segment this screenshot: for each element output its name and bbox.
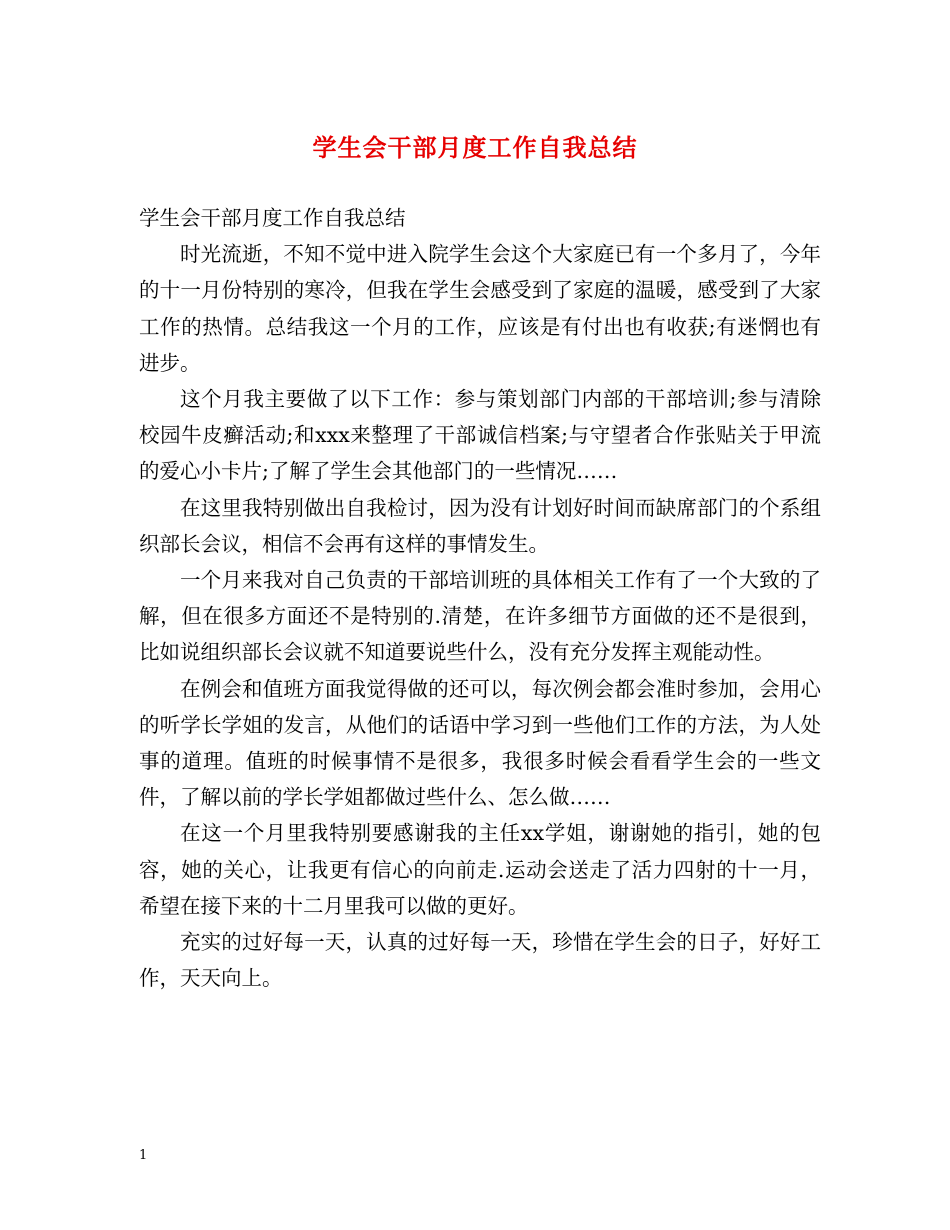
- document-body: [139, 200, 821, 996]
- document-subtitle: 学生会干部月度工作自我总结: [139, 206, 406, 230]
- page-number: 1: [139, 1148, 148, 1163]
- paragraph-5: 在例会和值班方面我觉得做的还可以，每次例会都会准时参加，会用心的听学长学姐的发言，从他们的话语中学习到一些他们工作的方法，为人处事的道理。值班的时候事情不是很多，我很多时候会看看学生会的一些文件，了解以前的学长学姐都做过些什么、怎么做……: [139, 676, 821, 810]
- paragraph-1: 时光流逝，不知不觉中进入院学生会这个大家庭已有一个多月了，今年的十一月份特别的寒冷，但我在学生会感受到了家庭的温暖，感受到了大家工作的热情。总结我这一个月的工作，应该是有付出也有收获;有迷惘也有进步。: [139, 242, 821, 375]
- paragraph-4: 一个月来我对自己负责的干部培训班的具体相关工作有了一个大致的了解，但在很多方面还不是特别的.清楚，在许多细节方面做的还不是很到，比如说组织部长会议就不知道要说些什么，没有充分发挥主观能动性。: [139, 568, 821, 665]
- paragraph-2: 这个月我主要做了以下工作：参与策划部门内部的干部培训;参与清除校园牛皮癣活动;和xxx来整理了干部诚信档案;与守望者合作张贴关于甲流的爱心小卡片;了解了学生会其他部门的一些情况……: [139, 387, 821, 484]
- document-title: 学生会干部月度工作自我总结: [312, 133, 638, 162]
- paragraph-7: 充实的过好每一天，认真的过好每一天，珍惜在学生会的日子，好好工作，天天向上。: [139, 930, 821, 991]
- paragraph-6: 在这一个月里我特别要感谢我的主任xx学姐，谢谢她的指引，她的包容，她的关心，让我更有信心的向前走.运动会送走了活力四射的十一月，希望在接下来的十二月里我可以做的更好。: [139, 821, 821, 918]
- paragraph-3: 在这里我特别做出自我检讨，因为没有计划好时间而缺席部门的个系组织部长会议，相信不会再有这样的事情发生。: [139, 495, 821, 556]
